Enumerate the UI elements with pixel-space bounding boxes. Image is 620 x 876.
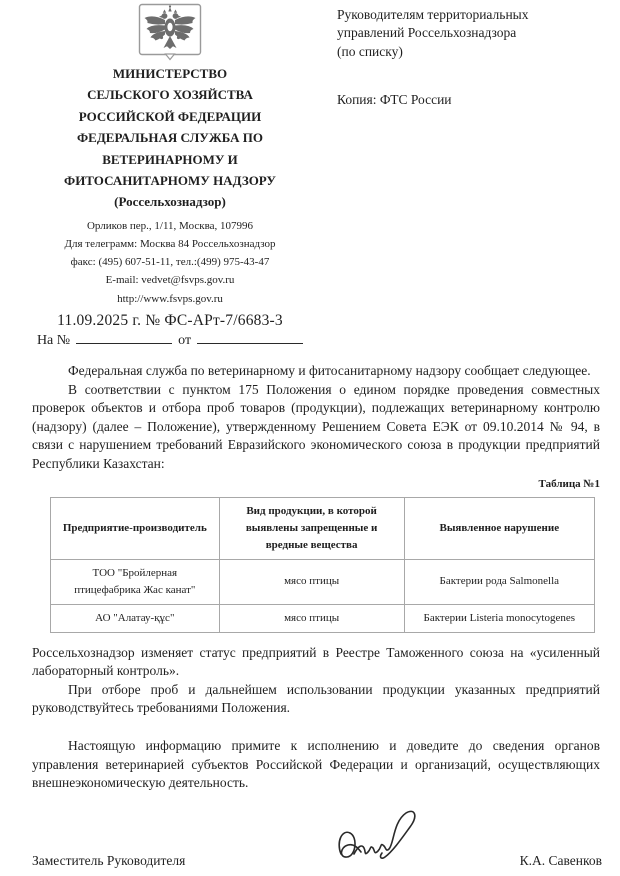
coat-of-arms-icon [18,3,322,61]
phone-fax: факс: (495) 607-51-11, тел.:(499) 975-43-47 [70,256,270,269]
table-header-producer: Предприятие-производитель [51,497,220,559]
table-row [51,559,595,604]
ref-date-blank [197,331,303,344]
org-title-line: ВЕТЕРИНАРНОМУ И [102,151,238,167]
paragraph: Россельхознадзор изменяет статус предприятий в Реестре Таможенного союза на «усиленный лабораторный контроль». [32,644,600,679]
cell-producer: АО "Алатау-құс" [51,604,220,632]
ref-from-label: от [178,332,192,348]
signature-block [0,805,620,876]
cell-producer: ТОО "Бройлерная птицефабрика Жас канат" [51,559,220,604]
paragraph: Федеральная служба по ветеринарному и фитосанитарному надзору сообщает следующее. [68,363,591,378]
letterhead [0,0,620,352]
table-caption: Таблица №1 [538,477,600,490]
org-title-line: МИНИСТЕРСТВО [112,66,228,81]
addressee-line: (по списку) [337,43,403,59]
cell-product-type: мясо птицы [219,559,404,604]
email: E-mail: vedvet@fsvps.gov.ru [105,274,235,287]
org-title-line: ФЕДЕРАЛЬНАЯ СЛУЖБА ПО [77,130,263,146]
table-header-violation: Выявленное нарушение [404,497,594,559]
ref-prefix: На № [36,332,71,348]
signer-position: Заместитель Руководителя [32,852,186,868]
copy-recipient: Копия: ФТС России [337,91,452,107]
website: http://www.fsvps.gov.ru [117,292,223,305]
org-title-line: (Россельхознадзор) [114,194,226,210]
paragraph: Настоящую информацию примите к исполнению и доведите до сведения органов управления ветеринарией субъектов Российской Федерации и организаций, осуществляющих внешнеэкономическую деятельность. [32,737,600,791]
letterhead-left-column [18,3,322,350]
org-title-line: РОССИЙСКОЙ ФЕДЕРАЦИИ [78,108,262,124]
addressee-line: Руководителям территориальных [337,7,529,22]
postal-address: Орликов пер., 1/11, Москва, 107996 [86,219,253,232]
paragraph: В соответствии с пунктом 175 Положения о едином порядке проведения совместных проверок объектов и отбора проб товаров (продукции), подлежащих ветеринарному контролю (надзору) (далее – Положение), утвержденному Решением Совета ЕЭК от 09.10.2014 № 94, в связи с нарушением требований Евразийского экономического союза в продукции предприятий Республики Казахстан: [32,381,600,471]
handwritten-signature-icon [333,808,433,875]
telegram-address: Для телеграмм: Москва 84 Россельхознадзор [64,238,276,251]
table-row [51,604,595,632]
org-title-line: ФИТОСАНИТАРНОМУ НАДЗОРУ [64,173,276,189]
addressee-block [337,6,609,109]
reference-line [18,331,322,350]
cell-product-type: мясо птицы [219,604,404,632]
signer-name: К.А. Савенков [519,852,602,868]
paragraph: При отборе проб и дальнейшем использовании продукции указанных предприятий руководствуйтесь требованиями Положения. [32,681,600,716]
table-header-product-type: Вид продукции, в которой выявлены запрещенные и вредные вещества [219,497,404,559]
table-header-row [51,497,595,559]
cell-violation: Бактерии Listeria monocytogenes [404,604,594,632]
org-title-line: СЕЛЬСКОГО ХОЗЯЙСТВА [87,87,253,103]
letter-body [32,362,600,793]
violations-table [50,497,595,633]
ref-number-blank [76,331,172,344]
addressee-line: управлений Россельхознадзора [337,25,517,41]
cell-violation: Бактерии рода Salmonella [404,559,594,604]
document-date-number: 11.09.2025 г. № ФС-АРт-7/6683-3 [57,311,283,329]
org-title [18,63,322,213]
contact-block [18,217,322,308]
